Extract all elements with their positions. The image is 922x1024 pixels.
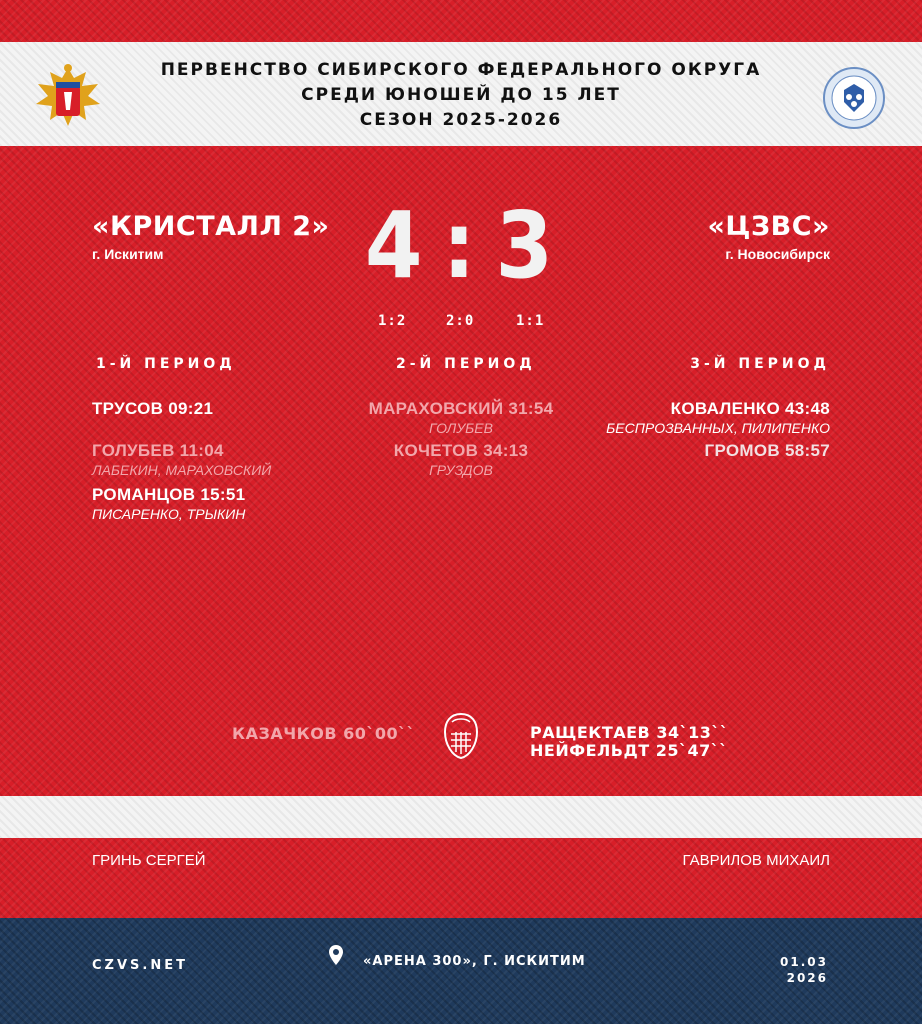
period-scores (372, 313, 550, 331)
goalie-mask-icon (442, 712, 480, 760)
title-line-2: СРЕДИ ЮНОШЕЙ ДО 15 ЛЕТ (301, 85, 621, 105)
championship-title (0, 58, 922, 133)
goal-scorer: КОЧЕТОВ 34:13 (393, 441, 529, 460)
title-line-1: ПЕРВЕНСТВО СИБИРСКОГО ФЕДЕРАЛЬНОГО ОКРУГА (160, 60, 762, 80)
home-team-city: г. Искитим (92, 246, 164, 262)
goal-assists: ГОЛУБЕВ (429, 420, 493, 436)
goal-assists: БЕСПРОЗВАННЫХ, ПИЛИПЕНКО (606, 420, 830, 436)
goal-item (92, 399, 213, 419)
date-day-month: 01.03 (780, 955, 828, 969)
period-2-title: 2-Й ПЕРИОД (396, 356, 536, 372)
goal-scorer: МАРАХОВСКИЙ 31:54 (368, 399, 554, 418)
goal-item (92, 441, 271, 478)
away-team-name: «ЦЗВС» (707, 211, 830, 242)
goal-scorer: ТРУСОВ 09:21 (92, 399, 214, 418)
website-link[interactable]: CZVS.NET (92, 958, 188, 973)
away-coach: ГАВРИЛОВ МИХАИЛ (682, 852, 830, 869)
date-year: 2026 (786, 971, 828, 985)
home-coach: ГРИНЬ СЕРГЕЙ (92, 852, 206, 869)
home-team-name: «КРИСТАЛЛ 2» (92, 211, 330, 242)
period-3-title: 3-Й ПЕРИОД (690, 356, 830, 372)
goal-assists: ПИСАРЕНКО, ТРЫКИН (92, 506, 246, 522)
location-pin-icon (328, 944, 344, 966)
venue: «АРЕНА 300», Г. ИСКИТИМ (363, 954, 586, 969)
away-team-city: г. Новосибирск (725, 246, 830, 262)
goal-scorer: ГОЛУБЕВ 11:04 (92, 441, 224, 460)
match-date (780, 954, 828, 986)
away-score: 3 (495, 192, 558, 299)
goal-item (606, 399, 830, 436)
bottom-band (0, 796, 922, 838)
title-line-3: СЕЗОН 2025-2026 (359, 110, 563, 130)
period-score-2: 2:0 (446, 313, 475, 329)
final-score (0, 192, 922, 299)
home-score: 4 (364, 192, 427, 299)
goal-scorer: КОВАЛЕНКО 43:48 (670, 399, 830, 418)
goal-assists: ЛАБЕКИН, МАРАХОВСКИЙ (92, 462, 272, 478)
goal-item (92, 485, 245, 522)
away-goalie-1: РАЩЕКТАЕВ 34`13`` (530, 723, 729, 742)
goal-scorer: РОМАНЦОВ 15:51 (92, 485, 246, 504)
goal-scorer: ГРОМОВ 58:57 (704, 441, 830, 460)
goal-assists: ГРУЗДОВ (429, 462, 493, 478)
goal-item (341, 399, 581, 436)
home-goalie: КАЗАЧКОВ 60`00`` (232, 724, 416, 743)
score-separator: : (442, 192, 480, 299)
period-score-3: 1:1 (516, 313, 545, 329)
goal-item (341, 441, 581, 478)
away-goalie-2: НЕЙФЕЛЬДТ 25`47`` (530, 741, 728, 760)
away-goalies (530, 724, 728, 760)
goal-item (705, 441, 830, 461)
period-1-title: 1-Й ПЕРИОД (96, 356, 236, 372)
period-score-1: 1:2 (378, 313, 407, 329)
